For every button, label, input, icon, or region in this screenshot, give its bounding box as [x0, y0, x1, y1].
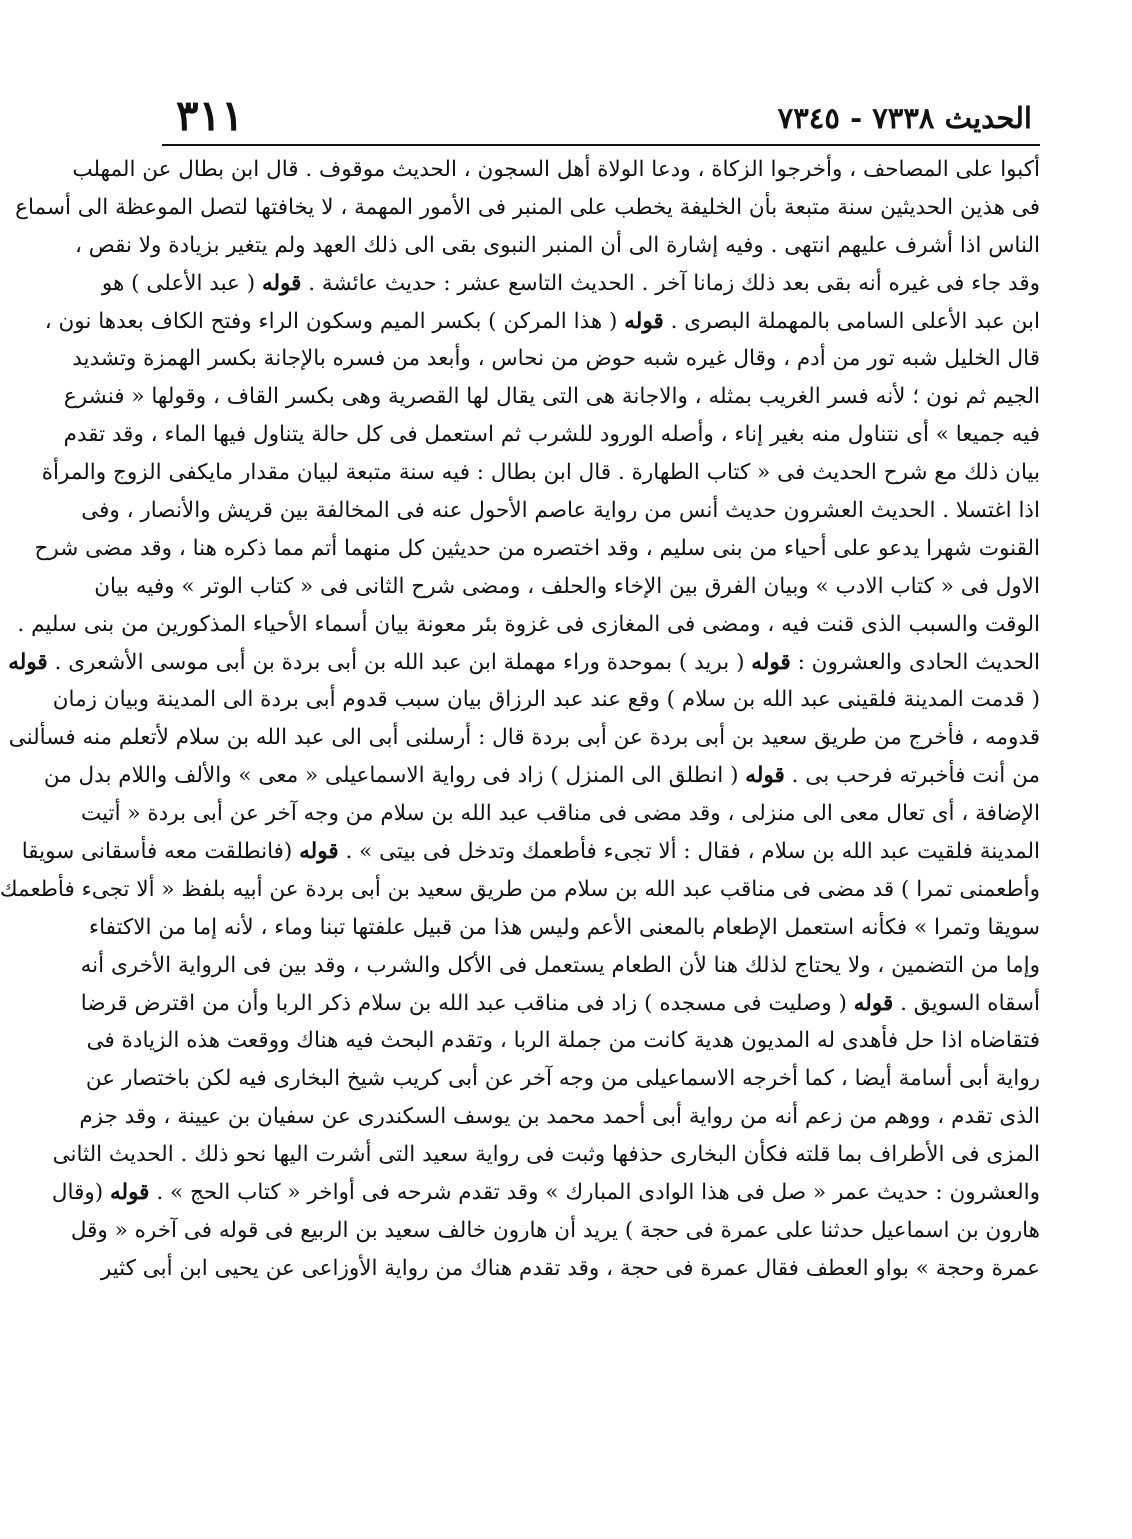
text-line [74, 227, 1040, 265]
line-segment: بيان ذلك مع شرح الحديث فى « كتاب الطهارة . قال ابن بطال : فيه سنة متبعة لبيان مقدار مايكفى الزوج والمرأة [41, 460, 1040, 486]
text-line [79, 1098, 1040, 1136]
line-segment: القنوت شهرا يدعو على أحياء من بنى سليم ، وقد اختصره من حديثين كل منهما أتم مما ذكره هنا ، وقد مضى شرح [34, 535, 1040, 561]
text-line [85, 1060, 1040, 1098]
line-segment: (فانطلقت معه فأسقانى سويقا [21, 839, 293, 865]
text-line [8, 644, 1040, 682]
line-segment: قدومه ، فأخرج من طريق سعيد بن أبى بردة عن أبى بردة قال : أرسلنى أبى الى عبد الله بن سلام لأتعلم منه فسألنى [8, 725, 1040, 751]
line-segment: المدينة فلقيت عبد الله بن سلام ، فقال : ألا تجىء فأطعمك وتدخل فى بيتى » . [345, 839, 1040, 865]
line-segment: وأطعمنى تمرا ) قد مضى فى مناقب عبد الله بن سلام من طريق سعيد بن أبى بردة عن أبيه بلفظ « ألا تجىء فأطعمك [0, 876, 1040, 902]
line-segment: الإضافة ، أى تعال معى الى منزلى ، وقد مضى فى مناقب عبد الله بن سلام من وجه آخر عن أبى بردة « أتيت [81, 801, 1040, 827]
text-line [43, 757, 1040, 795]
line-segment: الوقت والسبب الذى قنت فيه ، ومضى فى المغازى فى غزوة بئر معونة بيان أسماء الأحياء المذكورين من بنى سليم . [17, 611, 1040, 637]
keyword-qawluh: قوله [624, 308, 664, 334]
line-segment: ( هذا المركن ) بكسر الميم وسكون الراء وفتح الكاف بعدها نون ، [44, 308, 618, 334]
text-line [34, 530, 1040, 568]
line-segment: (وقال [51, 1180, 104, 1206]
line-segment: من أنت فأخبرته فرحب بى . [791, 763, 1040, 789]
text-line [72, 340, 1040, 378]
line-segment: ( عبد الأعلى ) هو [101, 270, 256, 296]
text-line [100, 1250, 1040, 1288]
line-segment: فيه جميعا » أى نتناول منه بغير إناء ، وأصله الورود للشرب ثم استعمل فى كل حالة يتناول فيها الماء ، وقد تقدم [63, 422, 1040, 448]
line-segment: وقد جاء فى غيره أنه بقى بعد ذلك زمانا آخر . الحديث التاسع عشر : حديث عائشة . [308, 270, 1040, 296]
line-segment: ابن عبد الأعلى السامى بالمهملة البصرى . [670, 308, 1040, 334]
page-header [162, 88, 1040, 146]
text-line [80, 985, 1040, 1023]
line-segment: الجيم ثم نون ؛ لأنه فسر الغريب بمثله ، والاجانة هى التى يقال لها القصرية وهى بكسر القاف ، وقولها « فنشرع [63, 384, 1040, 410]
keyword-qawluh: قوله [299, 839, 339, 865]
line-segment: قال الخليل شبه تور من أدم ، وقال غيره شبه حوض من نحاس ، وأبعد من فسره بالإجانة بكسر الهمزة وتشديد [72, 346, 1040, 372]
line-segment: الحديث الحادى والعشرون : [797, 649, 1040, 675]
line-segment: هارون بن اسماعيل حدثنا على عمرة فى حجة ) يريد أن هارون خالف سعيد بن الربيع فى قوله فى آخره « وقل [70, 1217, 1040, 1243]
keyword-qawluh: قوله [110, 1180, 150, 1206]
text-line [81, 795, 1040, 833]
line-segment: الناس اذا أشرف عليهم انتهى . وفيه إشارة الى أن المنبر النبوى بقى الى ذلك العهد ولم يتغير بزيادة ولا نقص ، [74, 232, 1040, 258]
text-line [101, 265, 1040, 303]
text-line [81, 492, 1040, 530]
line-segment: أسقاه السويق . [900, 990, 1040, 1016]
line-segment: ( قدمت المدينة فلقينى عبد الله بن سلام ) وقع عند عبد الرزاق بيان سبب قدوم أبى بردة الى المدينة وبيان زمان [52, 687, 1040, 713]
text-line [21, 833, 1040, 871]
text-line [44, 303, 1040, 341]
text-line [41, 454, 1040, 492]
line-segment: ( بريد ) بموحدة وراء مهملة ابن عبد الله بن أبى بردة بن أبى موسى الأشعرى . [54, 649, 745, 675]
text-line [94, 568, 1040, 606]
line-segment: المزى فى الأطراف بما قلته فكأن البخارى حذفها وثبت فى رواية سعيد التى أشرت اليها نحو ذلك . الحديث الثانى [52, 1142, 1040, 1168]
line-segment: وإما من التضمين ، ولا يحتاج لذلك هنا لأن الطعام يستعمل فى الأكل والشرب ، وقد بين فى الرواية الأخرى أنه [80, 952, 1040, 978]
keyword-qawluh: قوله [853, 990, 894, 1016]
line-segment: ( انطلق الى المنزل ) زاد فى رواية الاسماعيلى « معى » والألف واللام بدل من [43, 763, 739, 789]
text-line [52, 681, 1040, 719]
line-segment: عمرة وحجة » بواو العطف فقال عمرة فى حجة ، وقد تقدم هناك من رواية الأوزاعى عن يحيى ابن أبى كثير [100, 1255, 1040, 1281]
keyword-qawluh: قوله [8, 649, 48, 675]
text-line [70, 1212, 1040, 1250]
line-segment: الذى تقدم ، ووهم من زعم أنه من رواية أبى أحمد محمد بن يوسف السكندرى عن سفيان بن عيينة ، وقد جزم [79, 1104, 1040, 1130]
text-line [80, 947, 1040, 985]
text-line [86, 1022, 1040, 1060]
text-line [52, 1136, 1040, 1174]
line-segment: سويقا وتمرا » فكأنه استعمل الإطعام بالمعنى الأعم وليس هذا من قبيل علفتها تبنا وماء ، لأنه إما من الاكتفاء [88, 914, 1040, 940]
body-text [0, 151, 1040, 1288]
text-line [88, 909, 1040, 947]
keyword-qawluh: قوله [745, 763, 785, 789]
line-segment: فى هذين الحديثين سنة متبعة بأن الخليفة يخطب على المنبر فى الأمور المهمة ، لا يخافتها لتصل الموعظة الى أسماع [15, 194, 1040, 220]
text-line [51, 1174, 1040, 1212]
header-rule [162, 144, 1040, 146]
line-segment: فتقاضاه اذا حل فأهدى له المديون هدية كانت من جملة الربا ، وتقدم البحث فيه هناك ووقعت هذه الزيادة فى [86, 1028, 1040, 1054]
text-line [17, 606, 1040, 644]
text-line [15, 189, 1040, 227]
text-line [63, 416, 1040, 454]
running-title: الحديث ٧٣٣٨ - ٧٣٤٥ [777, 101, 1032, 135]
line-segment: اذا اغتسلا . الحديث العشرون حديث أنس من رواية عاصم الأحول عنه فى المخالفة بين قريش والأنصار ، وفى [81, 498, 1040, 524]
text-line [0, 871, 1040, 909]
line-segment: والعشرون : حديث عمر « صل فى هذا الوادى المبارك » وقد تقدم شرحه فى أواخر « كتاب الحج » . [156, 1180, 1040, 1206]
keyword-qawluh: قوله [261, 270, 302, 296]
line-segment: الاول فى « كتاب الادب » وبيان الفرق بين الإخاء والحلف ، ومضى شرح الثانى فى « كتاب الوتر » وفيه بيان [94, 573, 1040, 599]
page-number: ٣١١ [176, 91, 244, 140]
text-line [72, 151, 1040, 189]
keyword-qawluh: قوله [751, 649, 791, 675]
text-line [8, 719, 1040, 757]
text-line [63, 378, 1040, 416]
line-segment: ( وصليت فى مسجده ) زاد فى مناقب عبد الله بن سلام ذكر الربا وأن من اقترض قرضا [80, 990, 847, 1016]
line-segment: رواية أبى أسامة أيضا ، كما أخرجه الاسماعيلى من وجه آخر عن أبى كريب شيخ البخارى فيه لكن باختصار عن [85, 1066, 1040, 1092]
line-segment: أكبوا على المصاحف ، وأخرجوا الزكاة ، ودعا الولاة أهل السجون ، الحديث موقوف . قال ابن بطال عن المهلب [72, 157, 1040, 182]
